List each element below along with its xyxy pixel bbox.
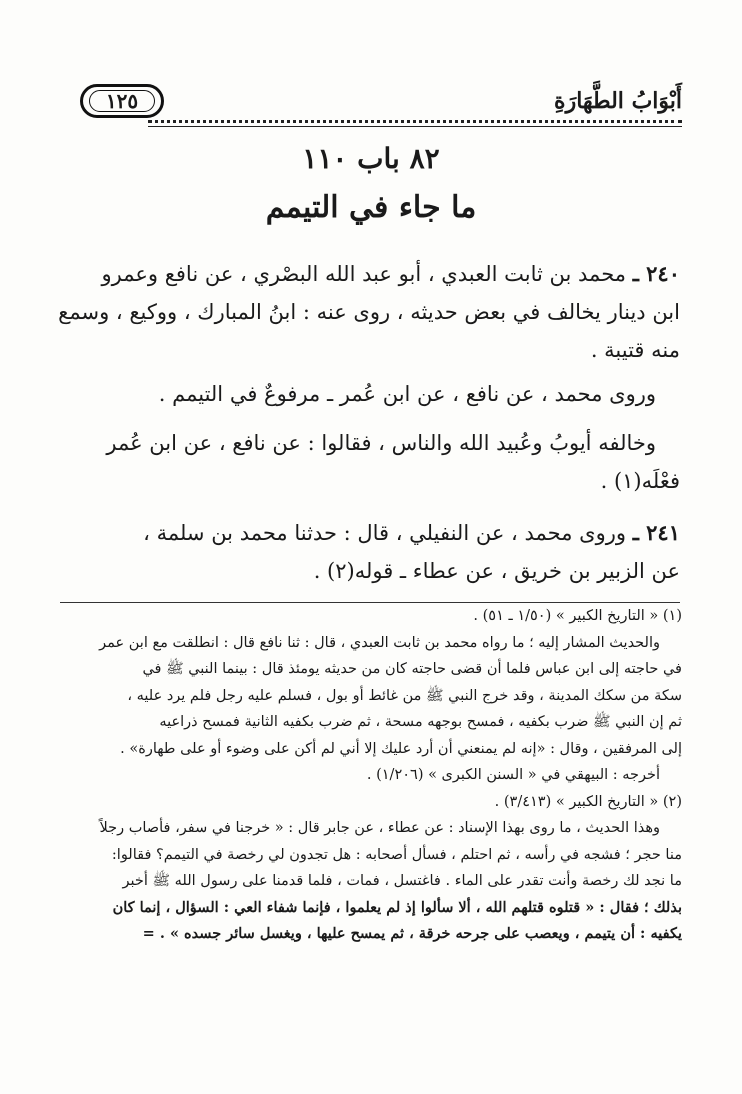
footnote-line: ثم إن النبي ﷺ ضرب بكفيه ، فمسح بوجهه مسحة ، ثم ضرب بكفيه الثانية فمسح ذراعيه [159,714,682,730]
footnotes [66,603,682,948]
paragraph-khalafahu [72,424,680,500]
paragraph-241 [72,514,680,590]
footnote-line: منا حجر ؛ فشجه في رأسه ، ثم احتلم ، فسأل أصحابه : هل تجدون لي رخصة في التيمم؟ فقالوا: [111,846,682,863]
text-line: وخالفه أيوبُ وعُبيد الله والناس ، فقالوا : عن نافع ، عن ابن عُمر [106,431,656,455]
text-line: ٢٤١ ـ وروى محمد ، عن النفيلي ، قال : حدثنا محمد بن سلمة ، [143,520,680,545]
footnote-line: في حاجته إلى ابن عباس فلما أن قضى حاجته كان من حديثه يومئذ قال : بينما النبي ﷺ في [142,661,682,677]
header-rule [148,126,682,127]
footnote-line: سكة من سكك المدينة ، وقد خرج النبي ﷺ من غائط أو بول ، فسلم عليه رجل فلم يرد عليه ، [127,687,682,704]
text-line: ابن دينار يخالف في بعض حديثه ، روى عنه : ابنُ المبارك ، ووكيع ، وسمع [58,300,680,324]
footnote-line: (١) « التاريخ الكبير » (١/٥٠ ـ ٥١) . [473,608,682,624]
hadith-number: ٢٤٠ ـ [632,261,680,286]
chapter-title: ما جاء في التيمم [265,190,477,225]
text-line: فعْلَه(١) . [600,469,680,493]
footnote-line: ما نجد لك رخصة وأنت تقدر على الماء . فاغتسل ، فمات ، فلما قدمنا على رسول الله ﷺ أخبر [122,873,682,889]
page-header [70,72,682,128]
text-line: ٢٤٠ ـ محمد بن ثابت العبدي ، أبو عبد الله البصْري ، عن نافع وعمرو [101,261,680,286]
running-title: أَبْوَابُ الطَّهَارَةِ [554,88,682,114]
hadith-number: ٢٤١ ـ [632,520,680,545]
footnote-line: يكفيه : أن يتيمم ، ويعصب على جرحه خرقة ، ثم يمسح عليها ، ويغسل سائر جسده » . = [142,925,682,942]
footnote-line: (٢) « التاريخ الكبير » (٣/٤١٣) . [494,793,682,810]
text-line: وروى محمد ، عن نافع ، عن ابن عُمر ـ مرفوعٌ في التيمم . [158,382,656,406]
paragraph-240 [58,255,680,369]
footnote-line: وهذا الحديث ، ما روى بهذا الإسناد : عن عطاء ، عن جابر قال : « خرجنا في سفر، فأصاب رجلاً [99,820,660,836]
paragraph-marfu [72,375,680,413]
footnote-line: والحديث المشار إليه ؛ ما رواه محمد بن ثابت العبدي ، قال : ثنا نافع قال : انطلقت مع ابن عمر [99,634,660,651]
text-line: عن الزبير بن خريق ، عن عطاء ـ قوله(٢) . [313,559,680,583]
text-line: منه قتيبة . [590,338,680,362]
chapter-number: ٨٢ باب ١١٠ [302,142,440,175]
page-number-frame [80,84,164,118]
footnote-line: بذلك ؛ فقال : « قتلوه قتلهم الله ، ألا سألوا إذ لم يعلموا ، فإنما شفاء العي : السؤال ، إنما كان [112,898,682,916]
page-number: ١٢٥ [105,89,139,113]
header-dotted-rule [148,120,682,123]
footnote-line: أخرجه : البيهقي في « السنن الكبرى » (١/٢٠٦) . [366,767,660,783]
footnote-line: إلى المرفقين ، وقال : «إنه لم يمنعني أن أرد عليك إلا أني لم أكن على وضوء أو على طهارة» . [120,740,682,757]
